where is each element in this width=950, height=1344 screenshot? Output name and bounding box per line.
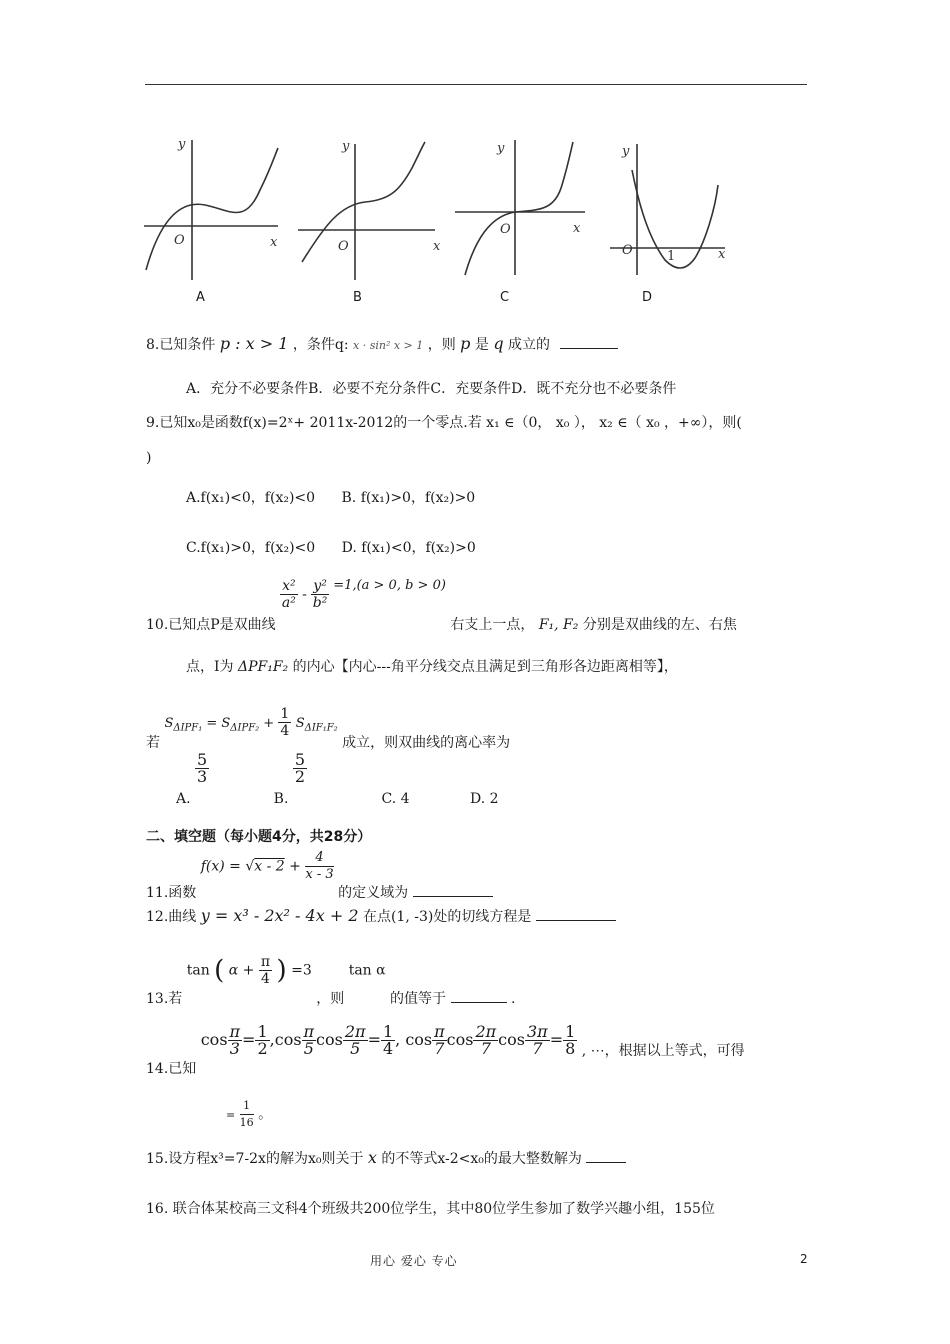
graph-b-y: y <box>342 139 350 154</box>
question-13: 13.若 tan ( α + $\frac{\pi}{4}$ ) =3 ，则 tan α 的值等于 . <box>146 954 516 1007</box>
q10-line2a: 点，I为 <box>186 659 234 675</box>
question-16: 16. 联合体某校高三文科4个班级共200位学生，其中80位学生参加了数学兴趣小组，155位 <box>146 1201 715 1217</box>
question-9 <box>146 412 742 432</box>
q14-prefix: 14.已知 <box>146 1061 197 1077</box>
q10-foci: F₁, F₂ <box>538 616 579 633</box>
q9-x2-in: x₂ ∈（ <box>599 415 642 431</box>
q14-result-frac: $\frac{1}{16}$ <box>239 1099 254 1129</box>
q9-opt-c: C.f(x₁)>0，f(x₂)<0 <box>186 540 316 556</box>
q12-suffix: 在点(1, -3)处的切线方程是 <box>362 909 532 925</box>
graph-label-d: D <box>642 290 653 305</box>
graph-c-x: x <box>573 221 581 236</box>
q9-x0: x₀ <box>555 415 570 431</box>
q9-options-ab <box>186 487 475 507</box>
q13-eq: =3 <box>291 962 312 979</box>
footer-motto: 用心 爱心 专心 <box>370 1254 458 1268</box>
q10-area-3: $S_{\Delta IF_1F_2}$ <box>295 715 338 734</box>
graph-label-a: A <box>196 290 205 305</box>
q10-line3 <box>146 706 511 751</box>
q11-suffix: 的定义域为 <box>338 884 409 901</box>
q10-quarter: $\frac{1}{4}$ <box>280 706 290 739</box>
question-15 <box>146 1148 626 1168</box>
q14-identities: cos $\frac{\pi}{3}$ = $\frac{1}{2}$ ,cos $\frac{\pi}{5}$ cos $\frac{2\pi}{5}$ = $\frac{1}{4}$ , cos $\frac{\pi}{7}$ cos $\frac{2\pi}{7}$ cos $\frac{3\pi}{7}$ = $\frac{1}{8}$ <box>200 1022 576 1058</box>
graph-d-x: x <box>718 247 726 262</box>
q8-blank <box>560 334 618 349</box>
q9-line2: ) <box>146 450 152 466</box>
q14-result: = $\frac{1}{16}$ 。 <box>226 1099 273 1129</box>
q8-then: ，则 <box>427 337 456 353</box>
q13-mid: ，则 <box>316 990 345 1007</box>
graph-b-x: x <box>433 239 441 254</box>
page-number: 2 <box>800 1252 808 1266</box>
q13-tan-a: tan α <box>348 962 386 979</box>
q9-opt-a: A.f(x₁)<0，f(x₂)<0 <box>186 490 316 506</box>
graph-a-x: x <box>270 235 278 250</box>
graph-a-o: O <box>174 233 185 248</box>
q15-x: x <box>367 1148 377 1167</box>
q8-is: 是 <box>474 337 489 353</box>
q8-p: p : x > 1 <box>219 334 289 353</box>
section-fill-in: 二、填空题（每小题4分，共28分） <box>146 829 372 845</box>
q12-expr: y = x³ - 2x² - 4x + 2 <box>200 906 359 925</box>
q8-q-expr: x · sin² x > 1 <box>353 339 424 352</box>
q9-x1-in: x₁ ∈（0， <box>486 415 552 431</box>
q10-frac-53: $\frac{5}{3}$ <box>197 750 208 786</box>
q11-blank <box>413 882 493 897</box>
q13-blank <box>451 988 507 1003</box>
q13-end: . <box>510 990 516 1007</box>
q12-blank <box>536 906 616 921</box>
q15-blank <box>586 1148 626 1163</box>
graph-a-y: y <box>178 137 186 152</box>
q12-prefix: 12.曲线 <box>146 909 197 925</box>
q8-prefix: 8.已知条件 <box>146 337 216 353</box>
q9-options-cd <box>186 537 476 557</box>
q10-options <box>146 750 499 807</box>
q10-mid: 右支上一点， <box>450 616 535 633</box>
header-rule <box>145 84 807 85</box>
graph-d-one: 1 <box>667 249 676 264</box>
q11-frac: $\frac{4}{x - 3}$ <box>305 850 334 882</box>
question-14 <box>146 1022 745 1077</box>
q9-opt-d: D. f(x₁)<0，f(x₂)>0 <box>341 540 476 556</box>
q8-mid: ，条件q: <box>292 337 349 353</box>
q10-frac-y: $\frac{\text{y²}}{\text{b²}}$ <box>312 578 328 611</box>
question-10: 10.已知点P是双曲线 $\frac{\text{x²}}{\text{a²}}$ - $\frac{\text{y²}}{\text{b²}}$ =1,(a > 0, b > 0) 右支上一点， F₁, F₂ 分别是双曲线的左、右焦 <box>146 577 737 633</box>
q11-prefix: 11.函数 <box>146 884 197 901</box>
q8-p-var: p <box>460 334 471 353</box>
q10-if: 若 <box>146 734 160 751</box>
question-8 <box>146 334 618 354</box>
question-12 <box>146 906 616 926</box>
graph-c-o: O <box>500 222 511 237</box>
graph-c-y: y <box>497 141 505 156</box>
q8-options: A．充分不必要条件B．必要不充分条件C．充要条件D．既不充分也不必要条件 <box>186 381 677 397</box>
q10-opt-d: D. 2 <box>469 790 499 807</box>
q8-q-var: q <box>493 334 504 353</box>
q9-opt-b: B. f(x₁)>0，f(x₂)>0 <box>341 490 476 506</box>
q13-tan: tan <box>186 962 210 979</box>
q10-area-eq: $S_{\Delta IPF_1} = S_{\Delta IPF_2}$ + <box>164 715 279 734</box>
q13-suffix: 的值等于 <box>390 990 447 1007</box>
function-graphs <box>130 130 830 330</box>
q8-suffix: 成立的 <box>508 337 551 353</box>
q10-opt-c: C. 4 <box>381 790 410 807</box>
graph-label-b: B <box>353 290 362 305</box>
q9-text1: 9.已知x₀是函数f(x)=2ˣ+ 2011x-2012的一个零点.若 <box>146 415 482 431</box>
q10-opt-b: B. <box>273 790 289 807</box>
graph-d-o: O <box>622 243 633 258</box>
q9-x0-2: x₀ <box>646 415 660 431</box>
q10-eq: =1,(a > 0, b > 0) <box>333 577 446 593</box>
q10-frac-x: $\frac{\text{x²}}{\text{a²}}$ <box>281 578 296 611</box>
graph-b-o: O <box>338 239 349 254</box>
q14-suffix: , ⋯，根据以上等式，可得 <box>581 1043 745 1059</box>
q10-frac-52: $\frac{5}{2}$ <box>294 750 306 786</box>
q10-opt-a: A. <box>176 790 191 807</box>
graph-d-y: y <box>622 144 630 159</box>
q10-line2 <box>186 656 678 676</box>
q10-prefix: 10.已知点P是双曲线 <box>146 616 276 633</box>
q10-line2b: 的内心【内心---角平分线交点且满足到三角形各边距离相等】， <box>292 659 678 675</box>
q10-cond: 成立，则双曲线的离心率为 <box>342 734 511 751</box>
q13-frac: $\frac{\pi}{4}$ <box>260 954 271 987</box>
q15-text2: 的不等式x-2<x₀的最大整数解为 <box>381 1151 582 1167</box>
graph-label-c: C <box>500 290 510 305</box>
q15-text: 15.设方程x³=7-2x的解为x₀则关于 <box>146 1151 364 1167</box>
q14-end: 。 <box>258 1106 273 1123</box>
q9-close1: ）， <box>573 415 595 431</box>
q13-prefix: 13.若 <box>146 990 183 1007</box>
question-11 <box>146 850 493 901</box>
q9-close2: ，+∞），则( <box>664 415 742 431</box>
q10-suffix: 分别是双曲线的左、右焦 <box>582 616 737 633</box>
q10-tri: ΔPF₁F₂ <box>237 659 289 675</box>
q11-func: f(x) = √x - 2 + <box>200 858 306 875</box>
